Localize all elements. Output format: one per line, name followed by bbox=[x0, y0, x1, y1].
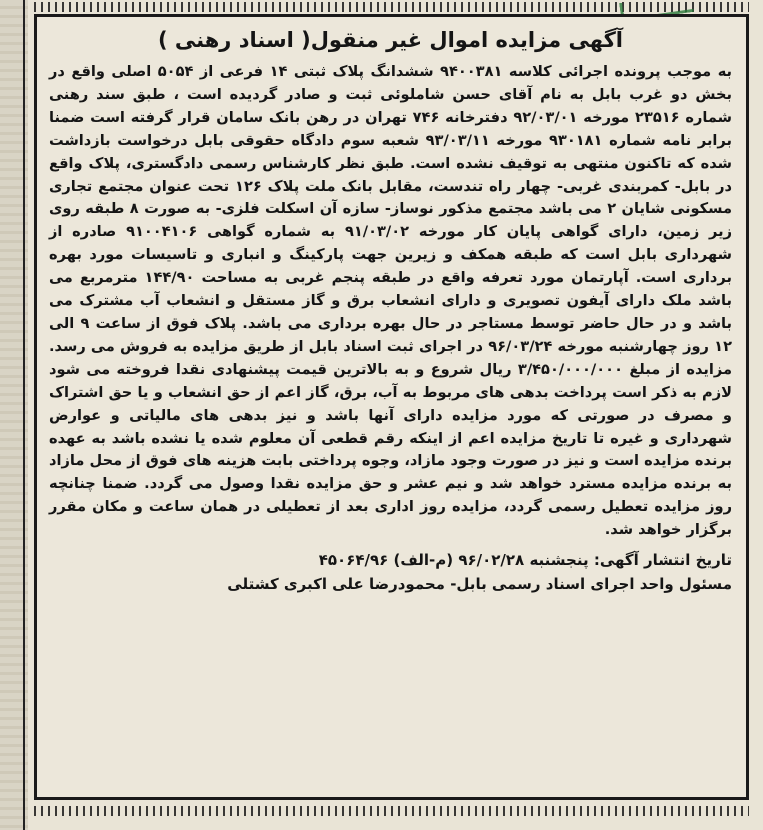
publication-date-line: تاریخ انتشار آگهی: پنجشنبه ۹۶/۰۲/۲۸ (م-الف) ۴۵۰۶۴/۹۶ bbox=[318, 551, 732, 570]
notice-title: آگهی مزایده اموال غیر منقول( اسناد رهنی ) bbox=[158, 28, 623, 52]
signature-line: مسئول واحد اجرای اسناد رسمی بابل- محمودرضا علی اکبری کشتلی bbox=[227, 575, 732, 594]
notice-body: به موجب پرونده اجرائی کلاسه ۹۴۰۰۳۸۱ ششدانگ پلاک ثبتی ۱۴ فرعی از ۵۰۵۴ اصلی واقع در بخش دو غرب بابل به نام آقای حسن شاملوئی ثبت و صادر گردیده است ، طبق سند رهنی شماره ۲۳۵۱۶ مورخه ۹۲/۰۳/۰۱ دفترخانه ۷۴۶ تهران در رهن بانک سامان قرار گرفته است ضمنا برابر نامه شماره ۹۳۰۱۸۱ مورخه ۹۳/۰۳/۱۱ شعبه سوم دادگاه حقوقی بابل درخواست بازداشت شده که تاکنون منتهی به توقیف نشده است. طبق نظر کارشناس رسمی دادگستری، پلاک واقع در بابل- کمربندی غربی- چهار راه تندست، مقابل بانک ملت پلاک ۱۲۶ تحت عنوان مجتمع تجاری مسکونی شایان ۲ می باشد مجتمع مذکور نوساز- سازه آن اسکلت فلزی- به صورت ۸ طبقه روی زیر زمین، دارای گواهی پایان کار مورخه ۹۱/۰۳/۰۲ به شماره گواهی ۹۱۰۰۴۱۰۶ صادره از شهرداری بابل است که طبقه همکف و زیرین جهت پارکینگ و انباری و تاسیسات مورد بهره برداری است. آپارتمان مورد تعرفه واقع در طبقه پنجم غربی به مساحت ۱۴۴/۹۰ مترمربع می باشد ملک دارای آیفون تصویری و دارای انشعاب برق و گاز مستقل و انشعاب آب مشترک می باشد و در حال حاضر توسط مستاجر در حال بهره برداری می باشد. پلاک فوق از ساعت ۹ الی ۱۲ روز چهارشنبه مورخه ۹۶/۰۳/۲۴ در اجرای ثبت اسناد بابل از طریق مزایده به فروش می رسد. مزایده از مبلغ ۳/۴۵۰/۰۰۰/۰۰۰ ریال شروع و به بالاترین قیمت پیشنهادی نقدا فروخته می شود لازم به ذکر است پرداخت بدهی های مربوط به آب، برق، گاز اعم از حق انشعاب و یا حق اشتراک و مصرف در صورتی که مورد مزایده دارای آنها باشد و نیز بدهی های مالیاتی و عوارض شهرداری و غیره تا تاریخ مزایده اعم از اینکه رقم قطعی آن معلوم شده یا نشده باشد به عهده برنده مزایده است و نیز در صورت وجود مازاد، وجوه پرداختی بابت هزینه های فوق از محل مازاد به برنده مزایده مسترد خواهد شد و نیم عشر و حق مزایده نقدا وصول می گردد. ضمنا چنانچه روز مزایده تعطیل رسمی گردد، مزایده روز اداری بعد از تعطیلی در همان ساعت و مکان مقرر برگزار خواهد شد. bbox=[49, 63, 733, 539]
bottom-dashed-rule bbox=[34, 806, 749, 816]
auction-notice-box bbox=[34, 14, 749, 800]
adjacent-column-edge bbox=[0, 0, 28, 830]
